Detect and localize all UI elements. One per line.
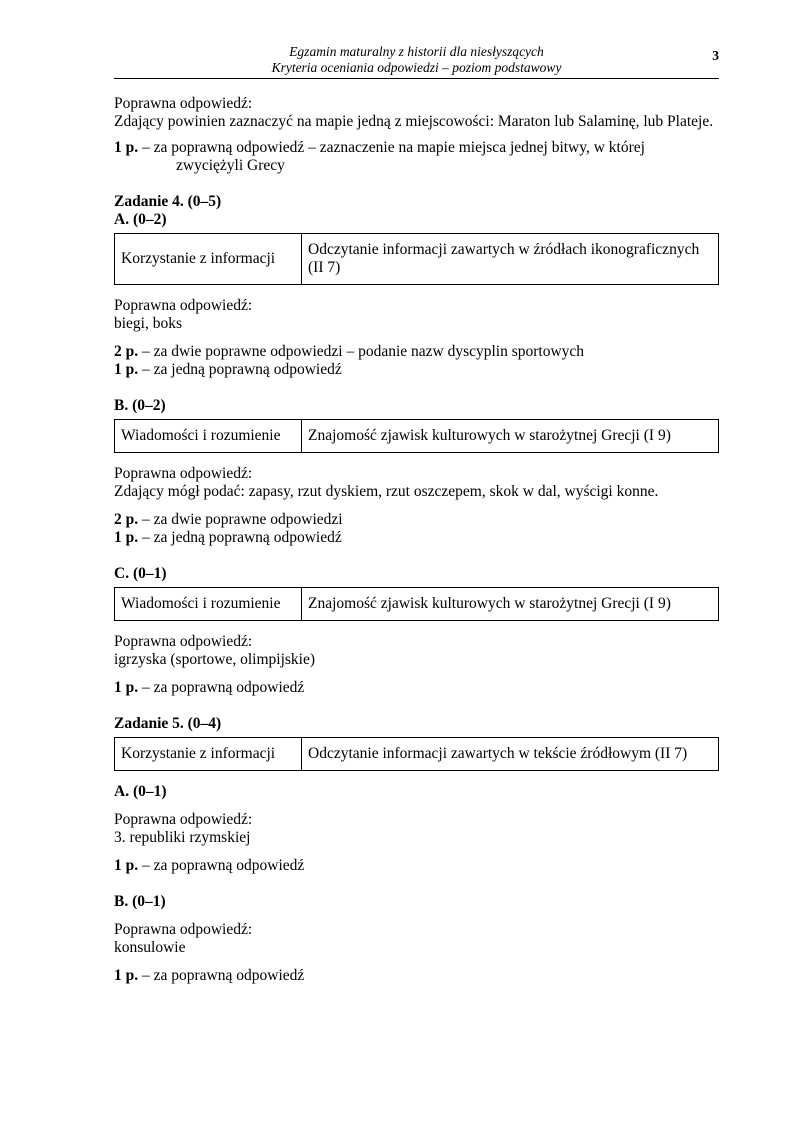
answer-label: Poprawna odpowiedź:: [114, 465, 253, 482]
score-text: – za poprawną odpowiedź: [138, 857, 305, 874]
task-4a-title: A. (0–2): [114, 211, 167, 228]
score-points: 1 p.: [114, 361, 139, 378]
score-rule: [114, 139, 719, 175]
score-points: 2 p.: [114, 511, 139, 528]
answer-text: Zdający mógł podać: zapasy, rzut dyskiem, rzut oszczepem, skok w dal, wyścigi konne.: [114, 483, 659, 500]
answer-label: Poprawna odpowiedź:: [114, 633, 253, 650]
header-exam-title: Egzamin maturalny z historii dla niesłyszących: [289, 44, 544, 59]
score-line: [114, 139, 719, 157]
answer-text: 3. republiki rzymskiej: [114, 829, 251, 846]
task-4a-criteria-table: [114, 233, 719, 285]
answer-text: konsulowie: [114, 939, 186, 956]
score-line: [114, 967, 719, 985]
task-5b-title: B. (0–1): [114, 893, 166, 910]
task-4b-criteria-table: [114, 419, 719, 453]
task-5-criteria-table: [114, 737, 719, 771]
answer-text: Zdający powinien zaznaczyć na mapie jedną z miejscowości: Maraton lub Salaminę, lub Plateje.: [114, 113, 714, 130]
table-row: [115, 420, 719, 453]
table-row: [115, 234, 719, 285]
score-text: – za poprawną odpowiedź: [138, 967, 305, 984]
score-points: 1 p.: [114, 857, 139, 874]
score-text: – za dwie poprawne odpowiedzi – podanie nazw dyscyplin sportowych: [138, 343, 585, 360]
score-line: [114, 529, 719, 547]
requirement-area-cell: Wiadomości i rozumienie: [115, 588, 302, 621]
score-text-continuation: zwyciężyli Grecy: [176, 157, 285, 174]
score-rules: [114, 857, 719, 875]
score-points: 1 p.: [114, 139, 139, 156]
answer-label: Poprawna odpowiedź:: [114, 297, 253, 314]
task-4c-title: C. (0–1): [114, 565, 167, 582]
answer-label: Poprawna odpowiedź:: [114, 95, 253, 112]
task-5a-title: A. (0–1): [114, 783, 167, 800]
task-5-title: Zadanie 5. (0–4): [114, 715, 222, 732]
requirement-detail-cell: Znajomość zjawisk kulturowych w starożytnej Grecji (I 9): [302, 420, 719, 453]
score-points: 1 p.: [114, 679, 139, 696]
requirement-area-cell: Wiadomości i rozumienie: [115, 420, 302, 453]
page-header: [114, 44, 719, 79]
score-line: [114, 679, 719, 697]
score-text: – za poprawną odpowiedź – zaznaczenie na mapie miejsca jednej bitwy, w której: [142, 139, 645, 156]
score-line: [114, 361, 719, 379]
score-text: – za jedną poprawną odpowiedź: [138, 529, 342, 546]
requirement-detail-cell: Znajomość zjawisk kulturowych w starożytnej Grecji (I 9): [302, 588, 719, 621]
answer-label: Poprawna odpowiedź:: [114, 811, 253, 828]
score-rules: [114, 679, 719, 697]
score-rules: [114, 967, 719, 985]
task-4c-criteria-table: [114, 587, 719, 621]
score-text: – za poprawną odpowiedź: [138, 679, 305, 696]
requirement-detail-cell: Odczytanie informacji zawartych w tekście źródłowym (II 7): [302, 738, 719, 771]
requirement-area-cell: Korzystanie z informacji: [115, 234, 302, 285]
header-criteria-title: Kryteria oceniania odpowiedzi – poziom podstawowy: [271, 60, 562, 75]
task-4-title: Zadanie 4. (0–5): [114, 193, 222, 210]
score-text: – za dwie poprawne odpowiedzi: [138, 511, 343, 528]
answer-text: igrzyska (sportowe, olimpijskie): [114, 651, 316, 668]
table-row: [115, 588, 719, 621]
score-points: 2 p.: [114, 343, 139, 360]
score-rules: [114, 343, 719, 379]
page-number: 3: [712, 48, 719, 63]
answer-text: biegi, boks: [114, 315, 183, 332]
answer-label: Poprawna odpowiedź:: [114, 921, 253, 938]
table-row: [115, 738, 719, 771]
score-rules: [114, 511, 719, 547]
score-points: 1 p.: [114, 529, 139, 546]
requirement-detail-cell: Odczytanie informacji zawartych w źródłach ikonograficznych (II 7): [302, 234, 719, 285]
score-text: – za jedną poprawną odpowiedź: [138, 361, 342, 378]
task-4b-title: B. (0–2): [114, 397, 166, 414]
requirement-area-cell: Korzystanie z informacji: [115, 738, 302, 771]
score-line: [114, 857, 719, 875]
score-points: 1 p.: [114, 967, 139, 984]
document-page: [114, 44, 719, 985]
score-line: [114, 511, 719, 529]
score-line: [114, 343, 719, 361]
